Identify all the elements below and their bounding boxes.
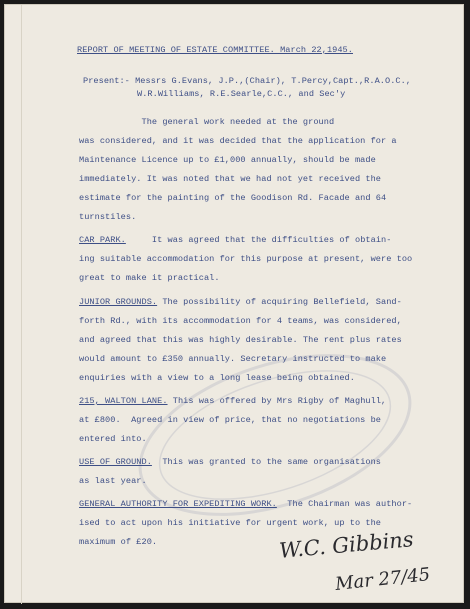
- use-of-ground-heading: USE OF GROUND.: [79, 457, 152, 467]
- walton-lane-heading: 215, WALTON LANE.: [79, 396, 168, 406]
- meeting-title: REPORT OF MEETING OF ESTATE COMMITTEE. March 22,1945.: [77, 45, 353, 55]
- walton-lane-line-2: at £800. Agreed in view of price, that no negotiations be: [79, 415, 382, 425]
- signature-block: [275, 527, 455, 603]
- junior-grounds-line-1: The possibility of acquiring Bellefield, Sand-: [157, 297, 402, 307]
- body-line: was considered, and it was decided that the application for a: [79, 136, 397, 146]
- general-authority-heading: GENERAL AUTHORITY FOR EXPEDITING WORK.: [79, 499, 277, 509]
- walton-lane-line-3: entered into.: [79, 434, 147, 444]
- page-fold-line: [21, 5, 22, 604]
- junior-grounds-section: [79, 297, 402, 308]
- car-park-section: [79, 235, 391, 246]
- attendees-line-1: Present:- Messrs G.Evans, J.P.,(Chair), T.Percy,Capt.,R.A.O.C.,: [83, 76, 412, 86]
- general-authority-line-1: The Chairman was author-: [276, 499, 413, 509]
- junior-grounds-line-2: forth Rd., with its accommodation for 4 teams, was considered,: [79, 316, 402, 326]
- general-authority-line-3: maximum of £20.: [79, 537, 158, 547]
- signature-date: Mar 27/45: [334, 564, 432, 595]
- walton-lane-section: [79, 396, 386, 407]
- body-line: The general work needed at the ground: [79, 117, 335, 127]
- car-park-line-3: great to make it practical.: [79, 273, 220, 283]
- signature-name: W.C. Gibbins: [278, 527, 415, 563]
- use-of-ground-line-1: This was granted to the same organisations: [151, 457, 382, 467]
- document-page: [4, 4, 464, 603]
- body-line: estimate for the painting of the Goodison Rd. Facade and 64: [79, 193, 387, 203]
- body-line: turnstiles.: [79, 212, 137, 222]
- attendees-line-2: W.R.Williams, R.E.Searle,C.C., and Sec'y: [137, 89, 346, 99]
- use-of-ground-section: [79, 457, 381, 468]
- body-line: immediately. It was noted that we had not yet received the: [79, 174, 382, 184]
- general-authority-section: [79, 499, 412, 510]
- junior-grounds-heading: JUNIOR GROUNDS.: [79, 297, 158, 307]
- car-park-line-1: It was agreed that the difficulties of obtain-: [125, 235, 392, 245]
- junior-grounds-line-5: enquiries with a view to a long lease being obtained.: [79, 373, 355, 383]
- junior-grounds-line-3: and agreed that this was highly desirable. The rent plus rates: [79, 335, 402, 345]
- car-park-line-2: ing suitable accommodation for this purpose at present, were too: [79, 254, 413, 264]
- body-line: Maintenance Licence up to £1,000 annually, should be made: [79, 155, 376, 165]
- walton-lane-line-1: This was offered by Mrs Rigby of Maghull,: [167, 396, 387, 406]
- junior-grounds-line-4: would amount to £350 annually. Secretary instructed to make: [79, 354, 387, 364]
- car-park-heading: CAR PARK.: [79, 235, 126, 245]
- general-authority-line-2: ised to act upon his initiative for urgent work, up to the: [79, 518, 382, 528]
- use-of-ground-line-2: as last year.: [79, 476, 147, 486]
